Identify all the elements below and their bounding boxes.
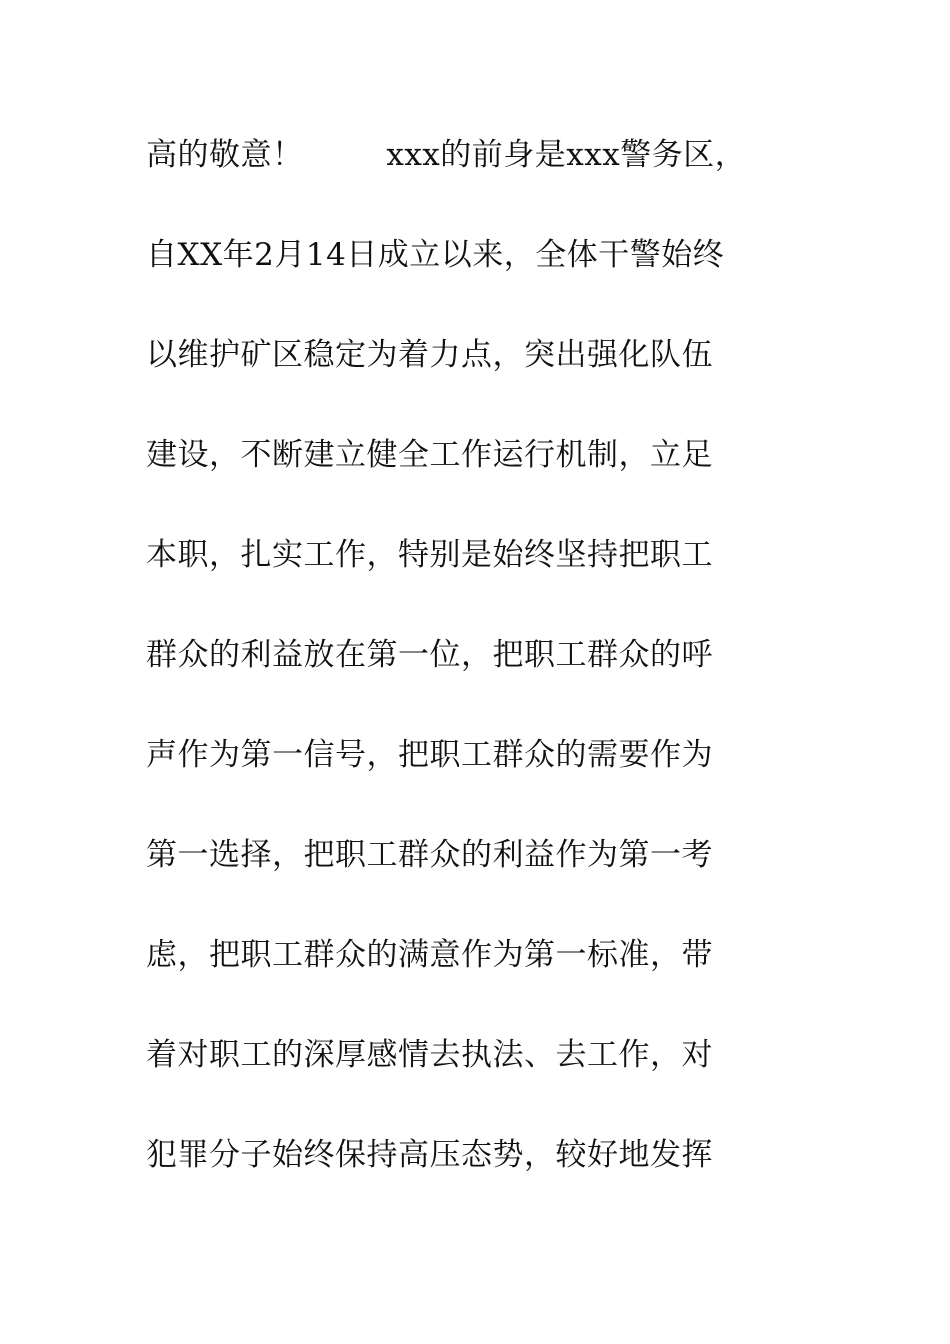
text-line: 虑，把职工群众的满意作为第一标准，带: [146, 937, 713, 973]
text-line: 第一选择，把职工群众的利益作为第一考: [146, 837, 713, 873]
text-line: 以维护矿区稳定为着力点，突出强化队伍: [146, 337, 713, 373]
text-line: 着对职工的深厚感情去执法、去工作，对: [146, 1037, 713, 1073]
text-line: 高的敬意！ xxx的前身是xxx警务区，: [146, 137, 747, 173]
text-line: 自XX年2月14日成立以来，全体干警始终: [146, 237, 725, 273]
body-text: [146, 125, 806, 1225]
text-line: 群众的利益放在第一位，把职工群众的呼: [146, 637, 713, 673]
text-line: 声作为第一信号，把职工群众的需要作为: [146, 737, 713, 773]
text-line: 本职，扎实工作，特别是始终坚持把职工: [146, 537, 713, 573]
text-line: 犯罪分子始终保持高压态势，较好地发挥: [146, 1137, 713, 1173]
text-line: 建设，不断建立健全工作运行机制，立足: [146, 437, 713, 473]
